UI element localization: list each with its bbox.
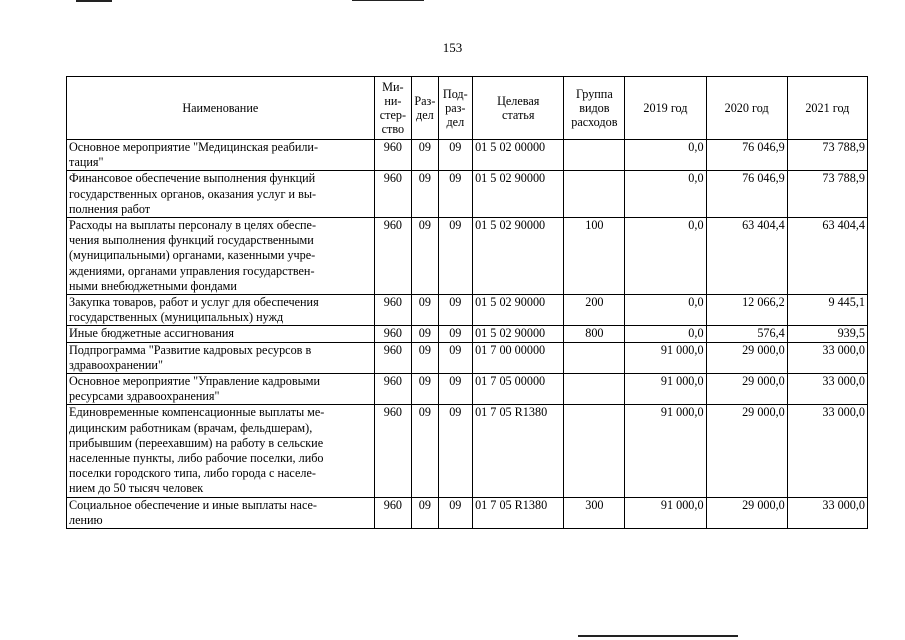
cell-group: 300 xyxy=(564,497,625,528)
cell-subsection: 09 xyxy=(438,497,473,528)
cell-section: 09 xyxy=(412,326,438,342)
cell-y2019: 91 000,0 xyxy=(625,374,706,405)
cell-group: 100 xyxy=(564,218,625,295)
cell-group: 800 xyxy=(564,326,625,342)
cell-y2021: 33 000,0 xyxy=(787,374,867,405)
cell-y2020: 29 000,0 xyxy=(706,342,787,373)
cell-y2020: 576,4 xyxy=(706,326,787,342)
cell-group xyxy=(564,405,625,497)
table-body xyxy=(67,140,868,529)
cell-subsection: 09 xyxy=(438,171,473,218)
cell-name: Социальное обеспечение и иные выплаты насе- лению xyxy=(67,497,375,528)
cell-y2020: 76 046,9 xyxy=(706,140,787,171)
cell-section: 09 xyxy=(412,497,438,528)
cell-group xyxy=(564,140,625,171)
header-ministry: Ми- ни- стер- ство xyxy=(374,77,412,140)
header-row xyxy=(67,77,868,140)
header-target: Целевая статья xyxy=(473,77,564,140)
cell-y2021: 33 000,0 xyxy=(787,497,867,528)
cell-section: 09 xyxy=(412,140,438,171)
cell-subsection: 09 xyxy=(438,326,473,342)
cell-subsection: 09 xyxy=(438,295,473,326)
cell-target: 01 5 02 90000 xyxy=(473,326,564,342)
cell-ministry: 960 xyxy=(374,405,412,497)
table-row xyxy=(67,171,868,218)
cell-name: Основное мероприятие "Управление кадровыми ресурсами здравоохранения" xyxy=(67,374,375,405)
cell-y2021: 33 000,0 xyxy=(787,405,867,497)
cell-y2019: 0,0 xyxy=(625,295,706,326)
cell-y2019: 0,0 xyxy=(625,171,706,218)
cell-section: 09 xyxy=(412,218,438,295)
cell-y2020: 63 404,4 xyxy=(706,218,787,295)
cell-subsection: 09 xyxy=(438,374,473,405)
cell-target: 01 5 02 90000 xyxy=(473,218,564,295)
cell-target: 01 7 05 00000 xyxy=(473,374,564,405)
cell-group xyxy=(564,342,625,373)
cell-target: 01 7 05 R1380 xyxy=(473,405,564,497)
cell-name: Закупка товаров, работ и услуг для обеспечения государственных (муниципальных) нужд xyxy=(67,295,375,326)
cell-y2020: 29 000,0 xyxy=(706,405,787,497)
cell-target: 01 5 02 90000 xyxy=(473,171,564,218)
cell-y2019: 91 000,0 xyxy=(625,497,706,528)
cell-subsection: 09 xyxy=(438,218,473,295)
cell-ministry: 960 xyxy=(374,140,412,171)
cell-section: 09 xyxy=(412,171,438,218)
table-row xyxy=(67,218,868,295)
cell-ministry: 960 xyxy=(374,497,412,528)
table-row xyxy=(67,497,868,528)
cell-y2019: 91 000,0 xyxy=(625,342,706,373)
cell-section: 09 xyxy=(412,342,438,373)
table-row xyxy=(67,140,868,171)
cell-group: 200 xyxy=(564,295,625,326)
cell-y2021: 939,5 xyxy=(787,326,867,342)
header-2020: 2020 год xyxy=(706,77,787,140)
table-row xyxy=(67,295,868,326)
budget-table xyxy=(66,76,868,529)
cell-ministry: 960 xyxy=(374,171,412,218)
cell-ministry: 960 xyxy=(374,218,412,295)
header-name: Наименование xyxy=(67,77,375,140)
cell-y2020: 29 000,0 xyxy=(706,497,787,528)
cell-y2021: 33 000,0 xyxy=(787,342,867,373)
cell-subsection: 09 xyxy=(438,342,473,373)
cell-ministry: 960 xyxy=(374,295,412,326)
cell-name: Подпрограмма "Развитие кадровых ресурсов в здравоохранении" xyxy=(67,342,375,373)
scan-mark-top-center xyxy=(352,0,424,1)
header-2021: 2021 год xyxy=(787,77,867,140)
header-subsection: Под- раз- дел xyxy=(438,77,473,140)
cell-y2021: 73 788,9 xyxy=(787,140,867,171)
header-group: Группа видов расходов xyxy=(564,77,625,140)
cell-y2019: 0,0 xyxy=(625,218,706,295)
cell-y2021: 9 445,1 xyxy=(787,295,867,326)
cell-name: Расходы на выплаты персоналу в целях обеспе- чения выполнения функций государственными (муниципальными) органами, казенными учре- ждениями, органами управления государствен- ными внебюджетными фондами xyxy=(67,218,375,295)
cell-ministry: 960 xyxy=(374,326,412,342)
cell-ministry: 960 xyxy=(374,342,412,373)
cell-target: 01 7 00 00000 xyxy=(473,342,564,373)
table-row xyxy=(67,326,868,342)
scan-mark-top-left xyxy=(76,0,112,2)
table-row xyxy=(67,342,868,373)
header-section: Раз- дел xyxy=(412,77,438,140)
cell-subsection: 09 xyxy=(438,140,473,171)
cell-name: Единовременные компенсационные выплаты ме- дицинским работникам (врачам, фельдшерам), прибывшим (переехавшим) на работу в сельские населенные пункты, либо рабочие поселки, либо поселки городского типа, либо города с населе- нием до 50 тысяч человек xyxy=(67,405,375,497)
table-row xyxy=(67,374,868,405)
cell-y2020: 29 000,0 xyxy=(706,374,787,405)
cell-ministry: 960 xyxy=(374,374,412,405)
cell-name: Финансовое обеспечение выполнения функций государственных органов, оказания услуг и вы- полнения работ xyxy=(67,171,375,218)
cell-name: Иные бюджетные ассигнования xyxy=(67,326,375,342)
cell-y2019: 0,0 xyxy=(625,326,706,342)
cell-y2019: 91 000,0 xyxy=(625,405,706,497)
cell-group xyxy=(564,171,625,218)
cell-group xyxy=(564,374,625,405)
page-number: 153 xyxy=(442,40,463,55)
cell-section: 09 xyxy=(412,374,438,405)
cell-subsection: 09 xyxy=(438,405,473,497)
scan-mark-bottom-right xyxy=(578,635,738,637)
table-row xyxy=(67,405,868,497)
cell-y2020: 12 066,2 xyxy=(706,295,787,326)
cell-target: 01 7 05 R1380 xyxy=(473,497,564,528)
cell-y2021: 63 404,4 xyxy=(787,218,867,295)
cell-section: 09 xyxy=(412,405,438,497)
cell-name: Основное мероприятие "Медицинская реабили- тация" xyxy=(67,140,375,171)
cell-y2019: 0,0 xyxy=(625,140,706,171)
cell-target: 01 5 02 90000 xyxy=(473,295,564,326)
cell-section: 09 xyxy=(412,295,438,326)
cell-y2021: 73 788,9 xyxy=(787,171,867,218)
cell-target: 01 5 02 00000 xyxy=(473,140,564,171)
cell-y2020: 76 046,9 xyxy=(706,171,787,218)
header-2019: 2019 год xyxy=(625,77,706,140)
